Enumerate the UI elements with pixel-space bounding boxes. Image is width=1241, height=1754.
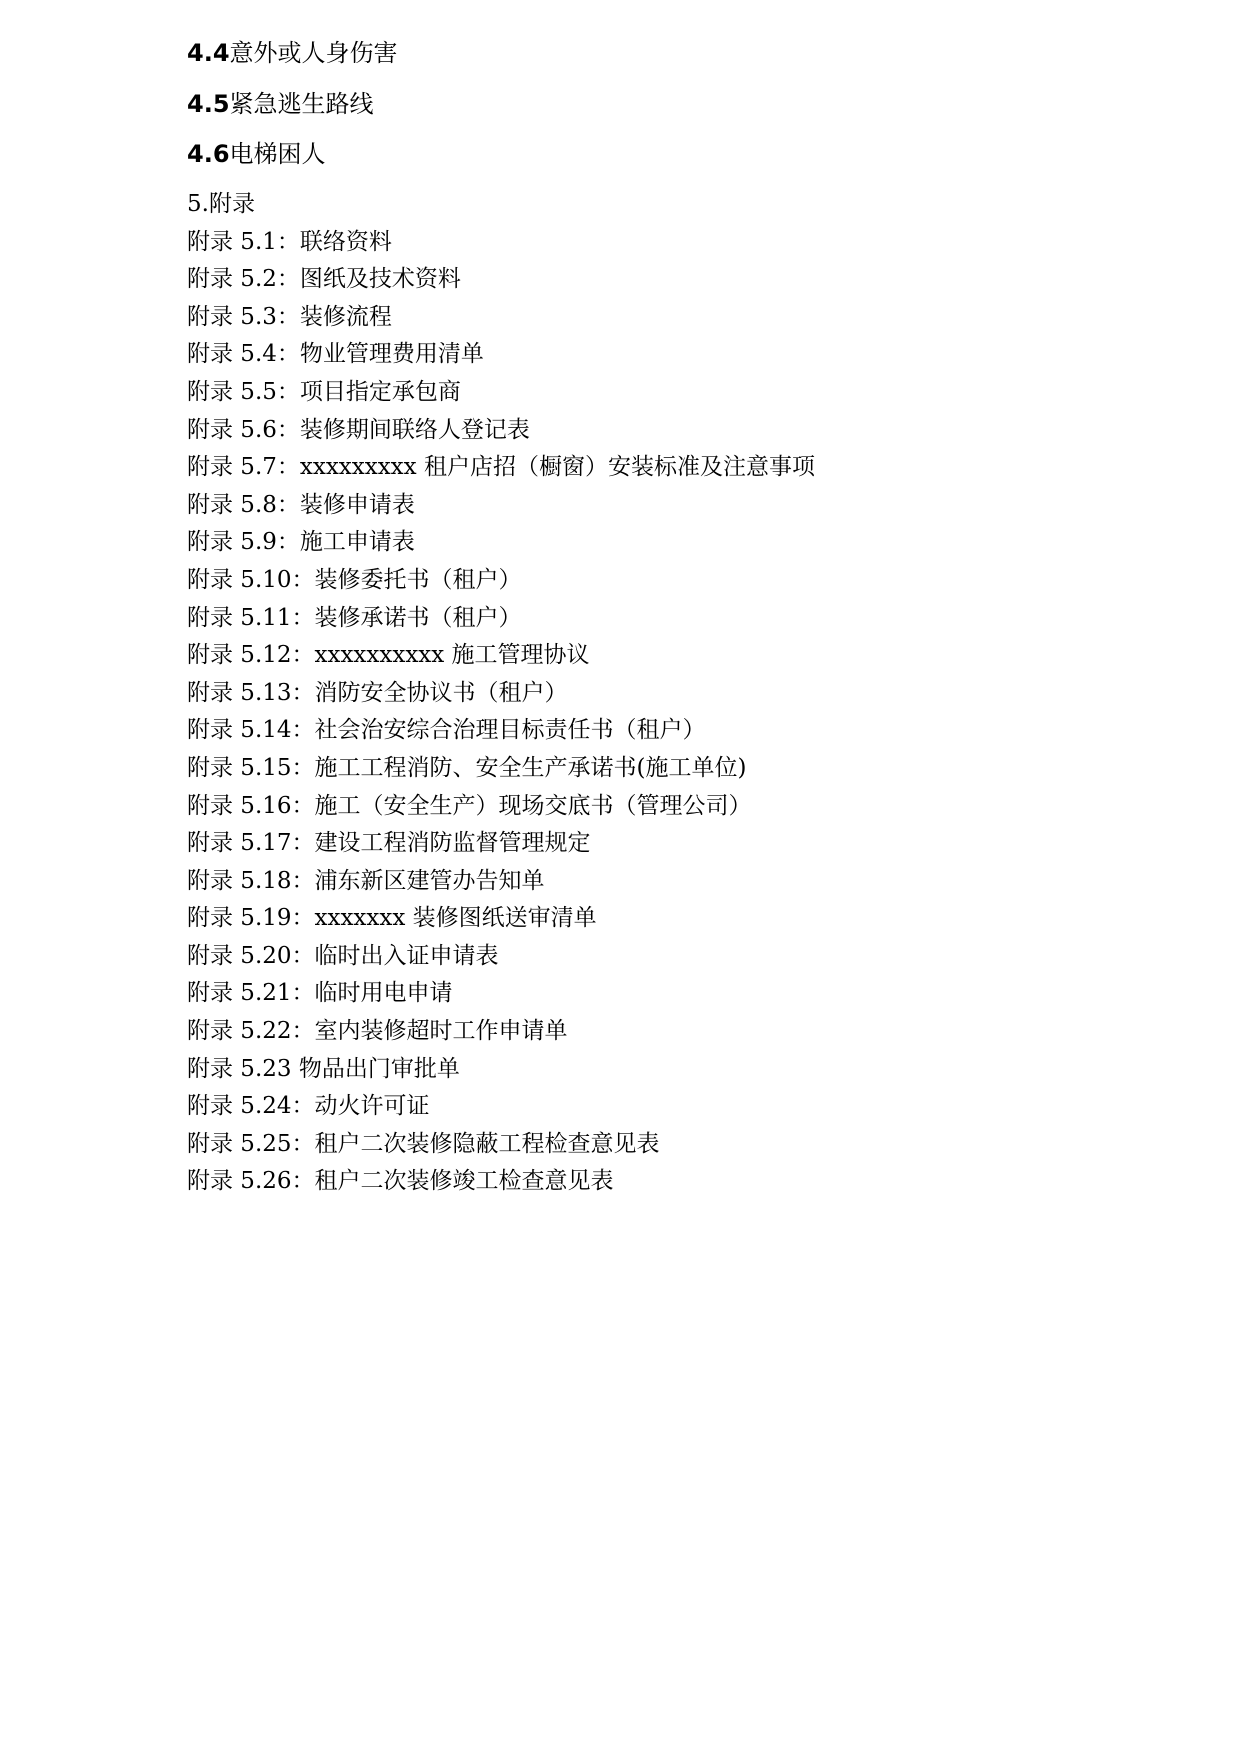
appendix-item: 附录 5.24：动火许可证 [187, 1093, 430, 1120]
appendix-item: 附录 5.22：室内装修超时工作申请单 [187, 1018, 568, 1045]
appendix-item: 附录 5.13：消防安全协议书（租户） [187, 679, 568, 706]
appendix-item: 附录 5.18：浦东新区建管办告知单 [187, 867, 545, 894]
section-number: 4.5 [187, 90, 230, 118]
appendix-item: 附录 5.12：xxxxxxxxxx 施工管理协议 [187, 642, 590, 669]
appendix-item: 附录 5.5：项目指定承包商 [187, 378, 461, 405]
appendix-item: 附录 5.3：装修流程 [187, 303, 392, 330]
appendix-item: 附录 5.21：临时用电申请 [187, 980, 453, 1007]
appendix-item: 附录 5.9：施工申请表 [187, 529, 415, 556]
appendix-item: 附录 5.1：联络资料 [187, 228, 392, 255]
section-heading-4-4 [187, 38, 398, 68]
section-heading-4-6 [187, 139, 326, 169]
appendix-item: 附录 5.16：施工（安全生产）现场交底书（管理公司） [187, 792, 752, 819]
appendix-item: 附录 5.15：施工工程消防、安全生产承诺书(施工单位) [187, 754, 747, 781]
appendix-item: 附录 5.4：物业管理费用清单 [187, 341, 484, 368]
appendix-item: 附录 5.14：社会治安综合治理目标责任书（租户） [187, 717, 706, 744]
section-title: 紧急逃生路线 [229, 90, 374, 118]
appendix-title: 5.附录 [187, 191, 255, 217]
appendix-item: 附录 5.20：临时出入证申请表 [187, 942, 499, 969]
appendix-item: 附录 5.26：租户二次装修竣工检查意见表 [187, 1168, 614, 1195]
appendix-item: 附录 5.11：装修承诺书（租户） [187, 604, 522, 631]
appendix-item: 附录 5.6：装修期间联络人登记表 [187, 416, 530, 443]
appendix-list [187, 224, 815, 1201]
appendix-item: 附录 5.2：图纸及技术资料 [187, 266, 461, 293]
appendix-item: 附录 5.25：租户二次装修隐蔽工程检查意见表 [187, 1130, 660, 1157]
appendix-item: 附录 5.7：xxxxxxxxx 租户店招（橱窗）安装标准及注意事项 [187, 454, 815, 481]
section-number: 4.4 [187, 39, 230, 67]
appendix-item: 附录 5.23 物品出门审批单 [187, 1055, 460, 1082]
section-title: 意外或人身伤害 [229, 39, 398, 67]
appendix-item: 附录 5.8：装修申请表 [187, 491, 415, 518]
appendix-item: 附录 5.17：建设工程消防监督管理规定 [187, 830, 591, 857]
section-title: 电梯困人 [229, 140, 326, 168]
appendix-section [187, 186, 815, 1201]
appendix-item: 附录 5.19：xxxxxxx 装修图纸送审清单 [187, 905, 597, 932]
appendix-item: 附录 5.10：装修委托书（租户） [187, 566, 522, 593]
section-number: 4.6 [187, 140, 230, 168]
section-heading-4-5 [187, 89, 374, 119]
